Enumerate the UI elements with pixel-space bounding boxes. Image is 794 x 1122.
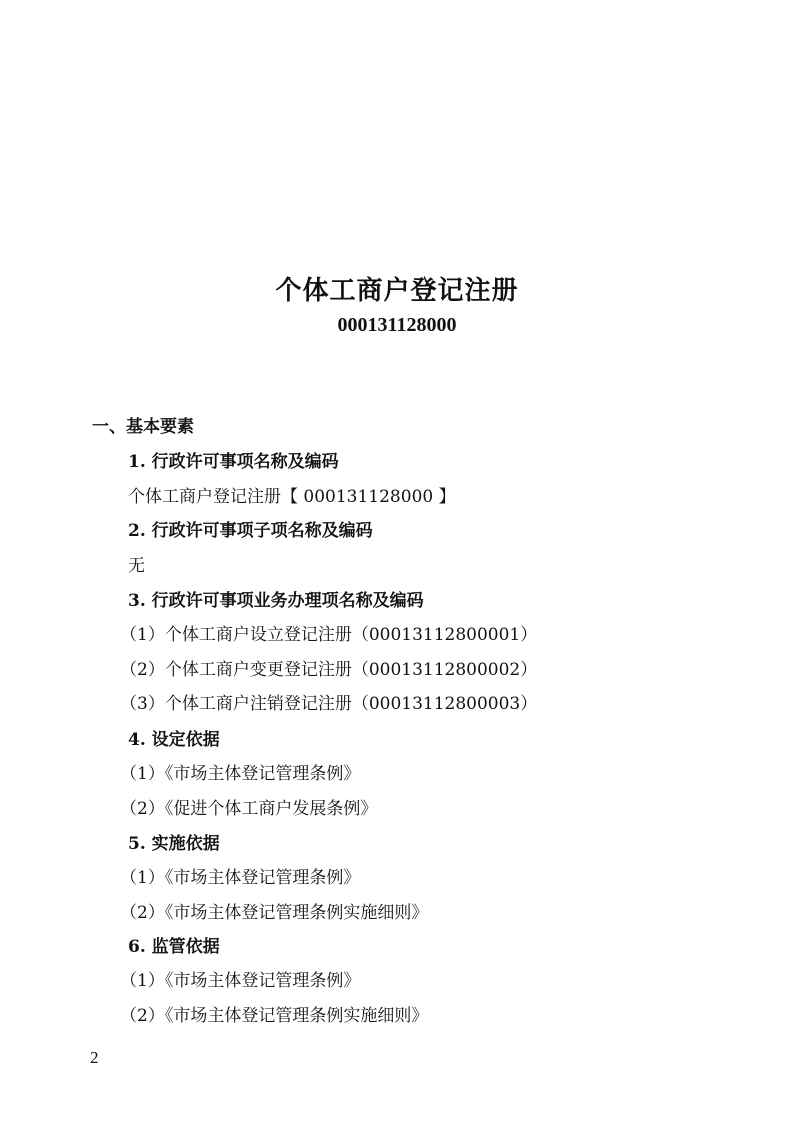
item6-label: 6. 监管依据	[128, 937, 220, 957]
item1-label: 1. 行政许可事项名称及编码	[128, 452, 339, 472]
item4-entry-1: （1）《市场主体登记管理条例》	[120, 764, 361, 784]
item4-label: 4. 设定依据	[128, 730, 220, 750]
item4-entry-2: （2）《促进个体工商户发展条例》	[120, 799, 378, 819]
page-number: 2	[90, 1048, 99, 1067]
item3-entry-1: （1）个体工商户设立登记注册（00013112800001）	[120, 625, 538, 645]
document-code: 000131128000	[337, 314, 457, 336]
section-heading-basic: 一、基本要素	[92, 417, 194, 437]
item5-entry-2: （2）《市场主体登记管理条例实施细则》	[120, 903, 429, 923]
item5-label: 5. 实施依据	[128, 834, 220, 854]
item3-label: 3. 行政许可事项业务办理项名称及编码	[128, 591, 424, 611]
item2-content: 无	[128, 556, 145, 576]
item3-entry-3: （3）个体工商户注销登记注册（00013112800003）	[120, 694, 538, 714]
item2-label: 2. 行政许可事项子项名称及编码	[128, 521, 373, 541]
item3-entry-2: （2）个体工商户变更登记注册（00013112800002）	[120, 660, 538, 680]
item6-entry-2: （2）《市场主体登记管理条例实施细则》	[120, 1006, 429, 1026]
item5-entry-1: （1）《市场主体登记管理条例》	[120, 868, 361, 888]
item1-content: 个体工商户登记注册【 000131128000 】	[128, 487, 456, 507]
document-title: 个体工商户登记注册	[275, 276, 519, 306]
item6-entry-1: （1）《市场主体登记管理条例》	[120, 971, 361, 991]
